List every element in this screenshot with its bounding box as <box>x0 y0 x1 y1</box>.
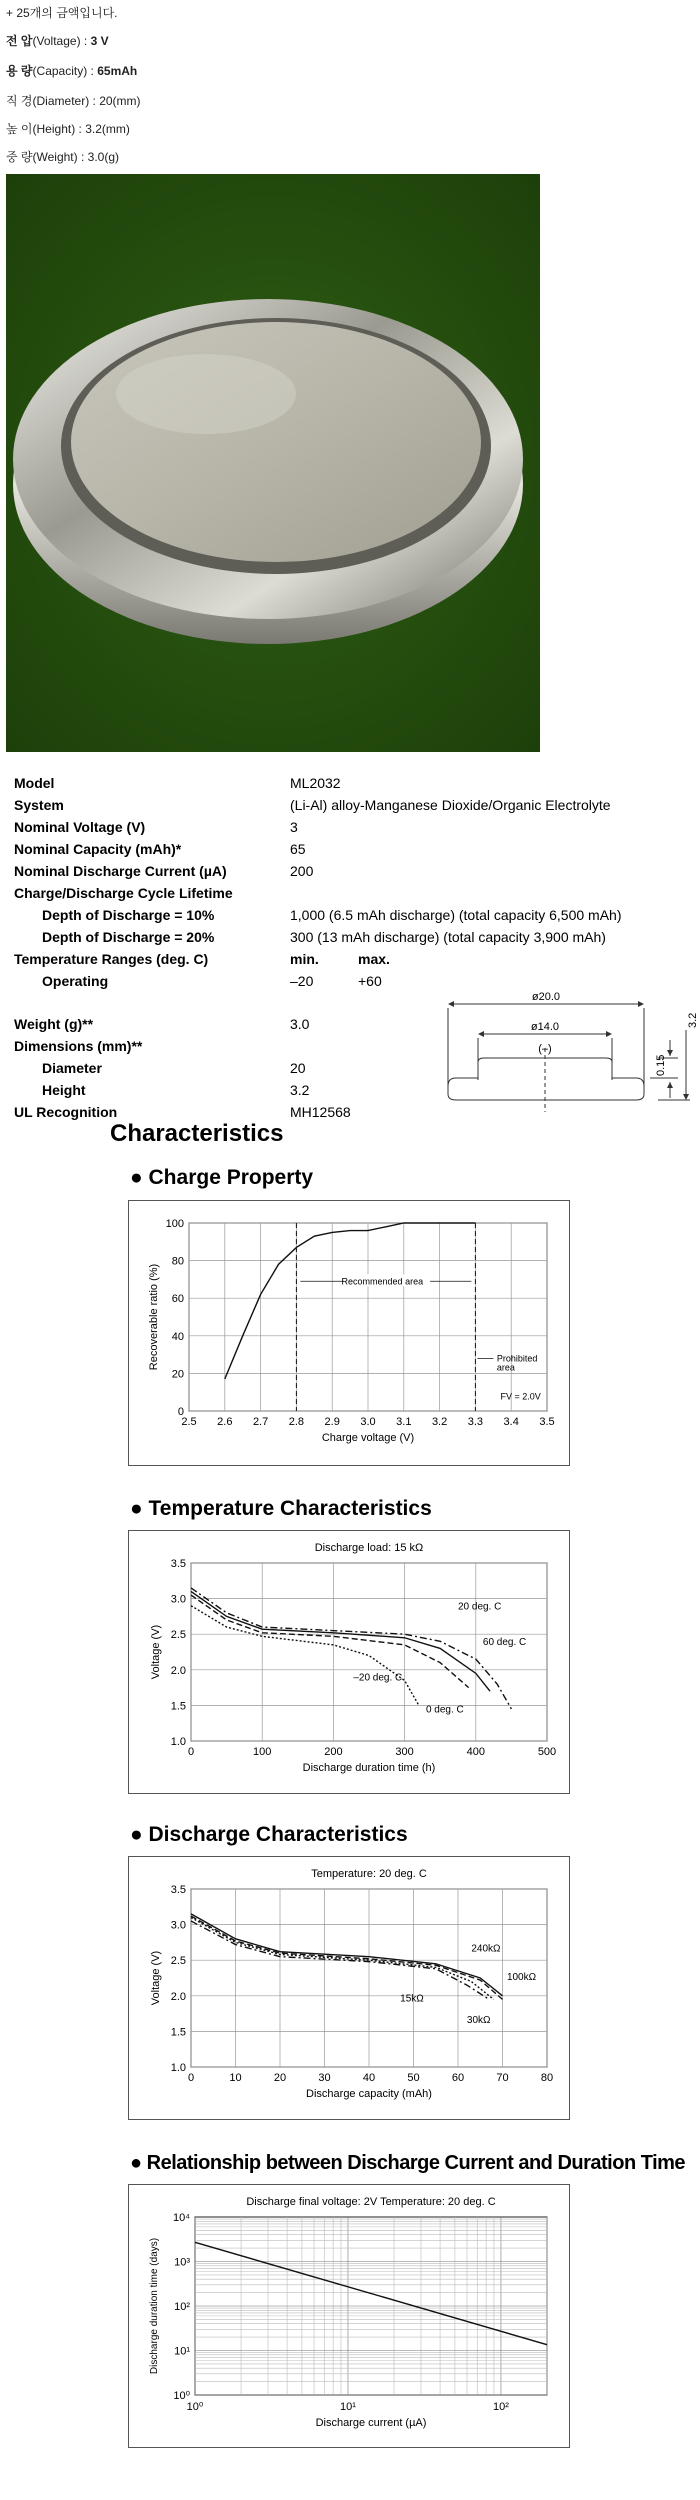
discharge-chart <box>129 1857 569 2119</box>
x-tick-label: 20 <box>273 2072 287 2084</box>
spec-key: Operating <box>42 973 109 989</box>
spec-value: (Li-Al) alloy-Manganese Dioxide/Organic Electrolyte <box>290 797 611 813</box>
series-label-240k: 240kΩ <box>471 1943 501 1955</box>
relation-title: ● Relationship between Discharge Current and Duration Time <box>130 2152 686 2174</box>
series-label-m20: –20 deg. C <box>353 1672 403 1684</box>
x-tick-label: 10² <box>492 2401 509 2413</box>
y-tick-label: 80 <box>171 1255 184 1268</box>
chart-subtitle: Discharge load: 15 kΩ <box>314 1542 424 1554</box>
spec-min-header: min. <box>290 951 319 967</box>
spec-value: 200 <box>290 863 314 879</box>
chart-subtitle: Discharge final voltage: 2V Temperature: 20 deg. C <box>246 2196 496 2208</box>
spec-key: Model <box>14 775 55 791</box>
capacity-value: 65mAh <box>97 64 138 78</box>
charge-chart-box <box>128 1200 570 1466</box>
x-axis-label: Discharge current (µA) <box>315 2417 427 2429</box>
y-tick-label: 60 <box>171 1293 184 1306</box>
x-axis-label: Discharge duration time (h) <box>302 1762 436 1774</box>
spec-key: Nominal Capacity (mAh)* <box>14 841 182 857</box>
discharge-series-line <box>191 1914 503 1996</box>
spec-key: Nominal Discharge Current (µA) <box>14 863 227 879</box>
series-label-0: 0 deg. C <box>425 1704 464 1716</box>
spec-key: Height <box>42 1082 86 1098</box>
y-tick-label: 10³ <box>174 2256 190 2269</box>
discharge-series-line <box>191 1916 503 1999</box>
y-tick-label: 10² <box>174 2301 190 2313</box>
y-tick-label: 2.0 <box>170 1664 186 1677</box>
y-tick-label: 3.5 <box>170 1558 186 1570</box>
plot-frame <box>191 1563 547 1741</box>
x-tick-label: 80 <box>540 2072 554 2084</box>
header-note: + 25개의 금액입니다. <box>6 6 118 20</box>
dimension-drawing <box>438 990 700 1115</box>
recommended-label: Recommended area <box>341 1276 424 1287</box>
y-tick-label: 10¹ <box>174 2345 190 2358</box>
series-label-60: 60 deg. C <box>482 1636 527 1648</box>
voltage-value: 3 V <box>90 34 109 48</box>
relation-chart <box>129 2185 569 2447</box>
spec-max-header: max. <box>358 951 390 967</box>
x-tick-label: 3.4 <box>503 1416 519 1428</box>
spec-value: 300 (13 mAh discharge) (total capacity 3,900 mAh) <box>290 929 606 945</box>
x-axis-label: Discharge capacity (mAh) <box>306 2088 432 2100</box>
y-tick-label: 3.0 <box>170 1593 186 1606</box>
x-tick-label: 200 <box>324 1746 343 1758</box>
spec-value: ML2032 <box>290 775 341 791</box>
x-tick-label: 0 <box>187 2072 195 2084</box>
dim-thin: 0.15 <box>655 1054 667 1076</box>
y-tick-label: 1.5 <box>170 1700 186 1713</box>
spec-key: Dimensions (mm)** <box>14 1038 143 1054</box>
spec-key: System <box>14 797 64 813</box>
discharge-series-line <box>191 1917 494 1999</box>
coin-cell-image <box>6 174 540 752</box>
y-tick-label: 2.5 <box>170 1955 186 1968</box>
x-tick-label: 3.1 <box>396 1416 412 1428</box>
spec-key: Temperature Ranges (deg. C) <box>14 951 209 967</box>
y-tick-label: 100 <box>165 1218 184 1230</box>
x-tick-label: 40 <box>362 2072 376 2084</box>
prohibited-label-2: area <box>496 1362 515 1373</box>
voltage-line <box>6 32 109 49</box>
x-tick-label: 3.0 <box>360 1416 376 1428</box>
capacity-en: (Capacity) : <box>32 64 98 78</box>
voltage-en: (Voltage) : <box>32 34 91 48</box>
temp-chart-box <box>128 1530 570 1794</box>
x-tick-label: 10¹ <box>340 2401 356 2413</box>
x-tick-label: 2.7 <box>252 1416 269 1428</box>
dim-inner: ø14.0 <box>530 1021 560 1033</box>
temp-series-line <box>191 1606 419 1706</box>
battery-photo <box>6 174 540 752</box>
x-tick-label: 50 <box>407 2072 420 2084</box>
spec-value: 20 <box>290 1060 306 1076</box>
x-tick-label: 300 <box>395 1746 414 1758</box>
y-tick-label: 3.0 <box>170 1919 186 1932</box>
x-tick-label: 2.8 <box>288 1416 305 1428</box>
spec-value: 3.2 <box>290 1082 310 1098</box>
y-axis-label: Voltage (V) <box>150 1950 162 2006</box>
spec-key: Depth of Discharge = 10% <box>42 907 215 923</box>
y-axis-label: Voltage (V) <box>150 1624 162 1680</box>
weight-line: 중 량(Weight) : 3.0(g) <box>6 150 119 164</box>
height-line: 높 이(Height) : 3.2(mm) <box>6 122 130 136</box>
charge-title: ● Charge Property <box>130 1166 314 1189</box>
diameter-line: 직 경(Diameter) : 20(mm) <box>6 94 141 108</box>
y-axis-label: Discharge duration time (days) <box>149 2237 160 2375</box>
x-tick-label: 2.5 <box>181 1416 197 1428</box>
dim-outer: ø20.0 <box>531 991 561 1003</box>
y-tick-label: 1.0 <box>170 2062 186 2074</box>
x-tick-label: 500 <box>537 1746 557 1758</box>
discharge-title: ● Discharge Characteristics <box>130 1823 408 1846</box>
dim-minus: (–) <box>538 1043 552 1055</box>
dim-height: 3.2 <box>687 1012 699 1028</box>
x-tick-label: 0 <box>187 1746 195 1758</box>
temp-chart <box>129 1531 569 1793</box>
spec-key: Nominal Voltage (V) <box>14 819 146 835</box>
series-label-15k: 15kΩ <box>400 1993 424 2005</box>
charge-chart <box>129 1201 569 1465</box>
temp-title: ● Temperature Characteristics <box>130 1497 432 1520</box>
y-tick-label: 3.5 <box>170 1884 186 1896</box>
y-tick-label: 40 <box>171 1330 184 1343</box>
y-tick-label: 10⁰ <box>173 2390 190 2402</box>
spec-min: –20 <box>290 973 314 989</box>
y-tick-label: 2.0 <box>170 1990 186 2003</box>
x-tick-label: 30 <box>318 2072 331 2084</box>
discharge-chart-box <box>128 1856 570 2120</box>
temp-series-line <box>191 1591 490 1691</box>
spec-key: Charge/Discharge Cycle Lifetime <box>14 885 233 901</box>
y-tick-label: 0 <box>177 1406 184 1418</box>
spec-value: 3.0 <box>290 1016 310 1032</box>
spec-key: UL Recognition <box>14 1104 118 1120</box>
x-tick-label: 60 <box>451 2072 465 2084</box>
relation-chart-box <box>128 2184 570 2448</box>
y-tick-label: 1.0 <box>170 1736 186 1748</box>
x-tick-label: 3.2 <box>431 1416 448 1428</box>
series-label-30k: 30kΩ <box>466 2014 491 2026</box>
series-label-100k: 100kΩ <box>506 1972 537 1984</box>
spec-value: 65 <box>290 841 306 857</box>
chart-subtitle: Temperature: 20 deg. C <box>311 1868 427 1880</box>
fv-label: FV = 2.0V <box>500 1391 541 1402</box>
spec-key: Diameter <box>42 1060 102 1076</box>
x-tick-label: 2.6 <box>217 1416 233 1428</box>
x-tick-label: 2.9 <box>324 1416 340 1428</box>
y-tick-label: 20 <box>171 1368 184 1381</box>
x-tick-label: 3.5 <box>539 1416 555 1428</box>
spec-max: +60 <box>358 973 382 989</box>
x-tick-label: 400 <box>466 1746 485 1758</box>
capacity-label: 용 량 <box>6 64 33 78</box>
x-axis-label: Charge voltage (V) <box>321 1432 415 1444</box>
x-tick-label: 3.3 <box>467 1416 484 1428</box>
spec-value: 3 <box>290 819 298 835</box>
y-tick-label: 1.5 <box>170 2026 186 2039</box>
spec-value: 1,000 (6.5 mAh discharge) (total capacity 6,500 mAh) <box>290 907 622 923</box>
capacity-line <box>6 62 137 79</box>
charge-curve <box>225 1223 476 1379</box>
y-axis-label: Recoverable ratio (%) <box>148 1263 160 1371</box>
x-tick-label: 70 <box>496 2072 509 2084</box>
temp-series-line <box>191 1595 469 1688</box>
voltage-label: 전 압 <box>6 34 33 48</box>
characteristics-title: Characteristics <box>110 1120 284 1147</box>
spec-value: MH12568 <box>290 1104 351 1120</box>
y-tick-label: 10⁴ <box>173 2212 190 2224</box>
spec-key: Weight (g)** <box>14 1016 94 1032</box>
x-tick-label: 10 <box>229 2072 242 2084</box>
series-label-20: 20 deg. C <box>458 1601 502 1613</box>
prohibited-label-1: Prohibited <box>496 1353 538 1364</box>
y-tick-label: 2.5 <box>170 1629 186 1642</box>
spec-key: Depth of Discharge = 20% <box>42 929 215 945</box>
x-tick-label: 10⁰ <box>186 2401 204 2413</box>
x-tick-label: 100 <box>253 1746 272 1758</box>
